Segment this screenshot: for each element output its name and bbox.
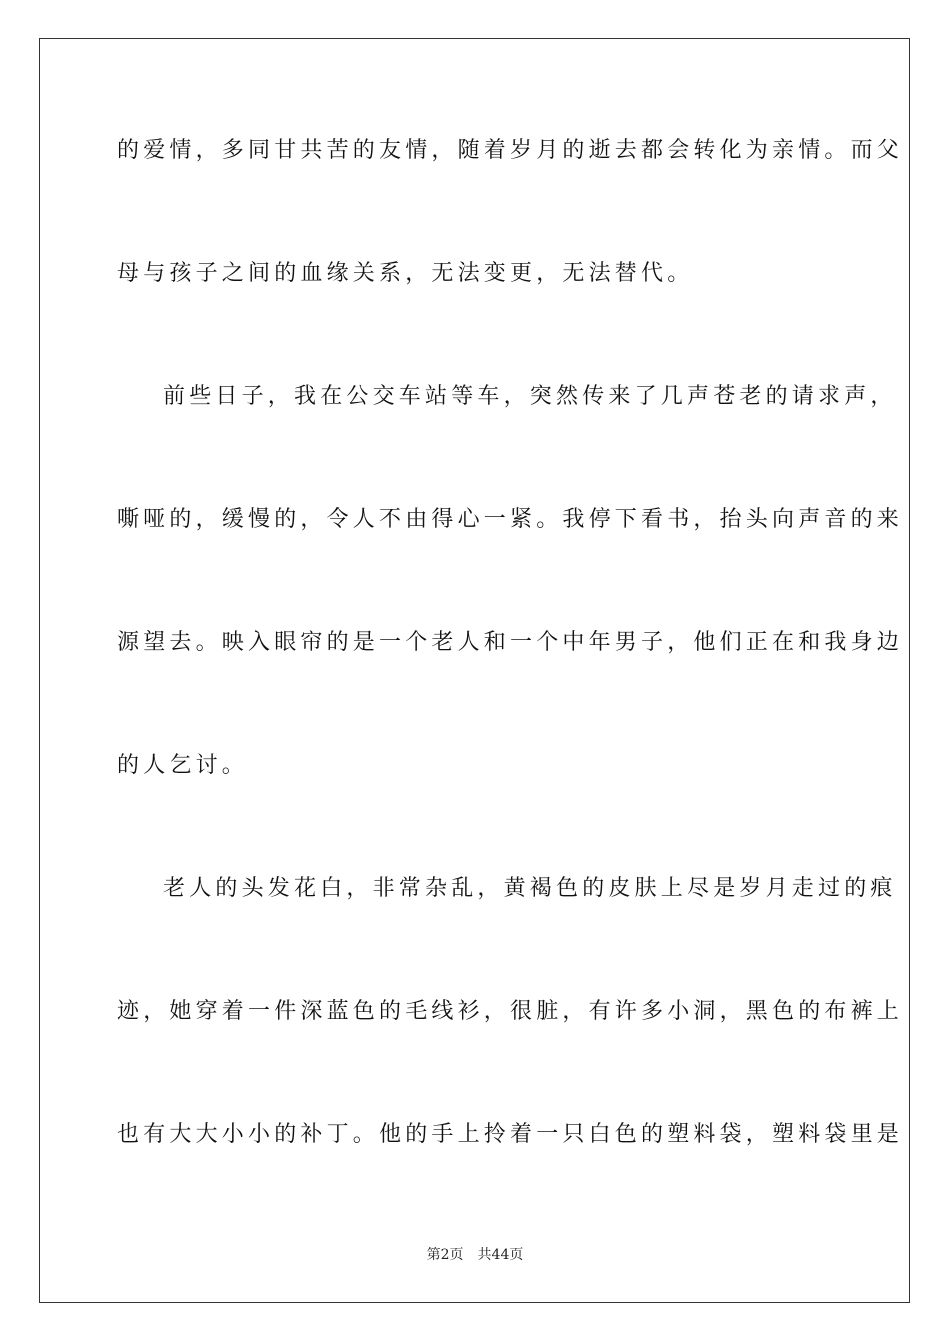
- text-line-7: 老人的头发花白，非常杂乱，黄褐色的皮肤上尽是岁月走过的痕: [163, 876, 897, 901]
- text-line-3: 前些日子，我在公交车站等车，突然传来了几声苍老的请求声，: [163, 384, 897, 409]
- page-number: 第2页: [426, 1247, 464, 1263]
- text-line-2: 母与孩子之间的血缘关系，无法变更，无法替代。: [117, 261, 694, 286]
- text-line-5: 源望去。映入眼帘的是一个老人和一个中年男子，他们正在和我身边: [117, 630, 904, 655]
- text-line-1: 的爱情，多同甘共苦的友情，随着岁月的逝去都会转化为亲情。而父: [117, 138, 904, 163]
- text-line-6: 的人乞讨。: [117, 753, 249, 778]
- text-line-9: 也有大大小小的补丁。他的手上拎着一只白色的塑料袋，塑料袋里是: [117, 1122, 904, 1147]
- text-line-8: 迹，她穿着一件深蓝色的毛线衫，很脏，有许多小洞，黑色的布裤上: [117, 999, 904, 1024]
- text-line-4: 嘶哑的，缓慢的，令人不由得心一紧。我停下看书，抬头向声音的来: [117, 507, 904, 532]
- page-footer: [0, 1246, 950, 1264]
- page-border: [39, 38, 910, 1303]
- page-total: 共44页: [477, 1247, 524, 1263]
